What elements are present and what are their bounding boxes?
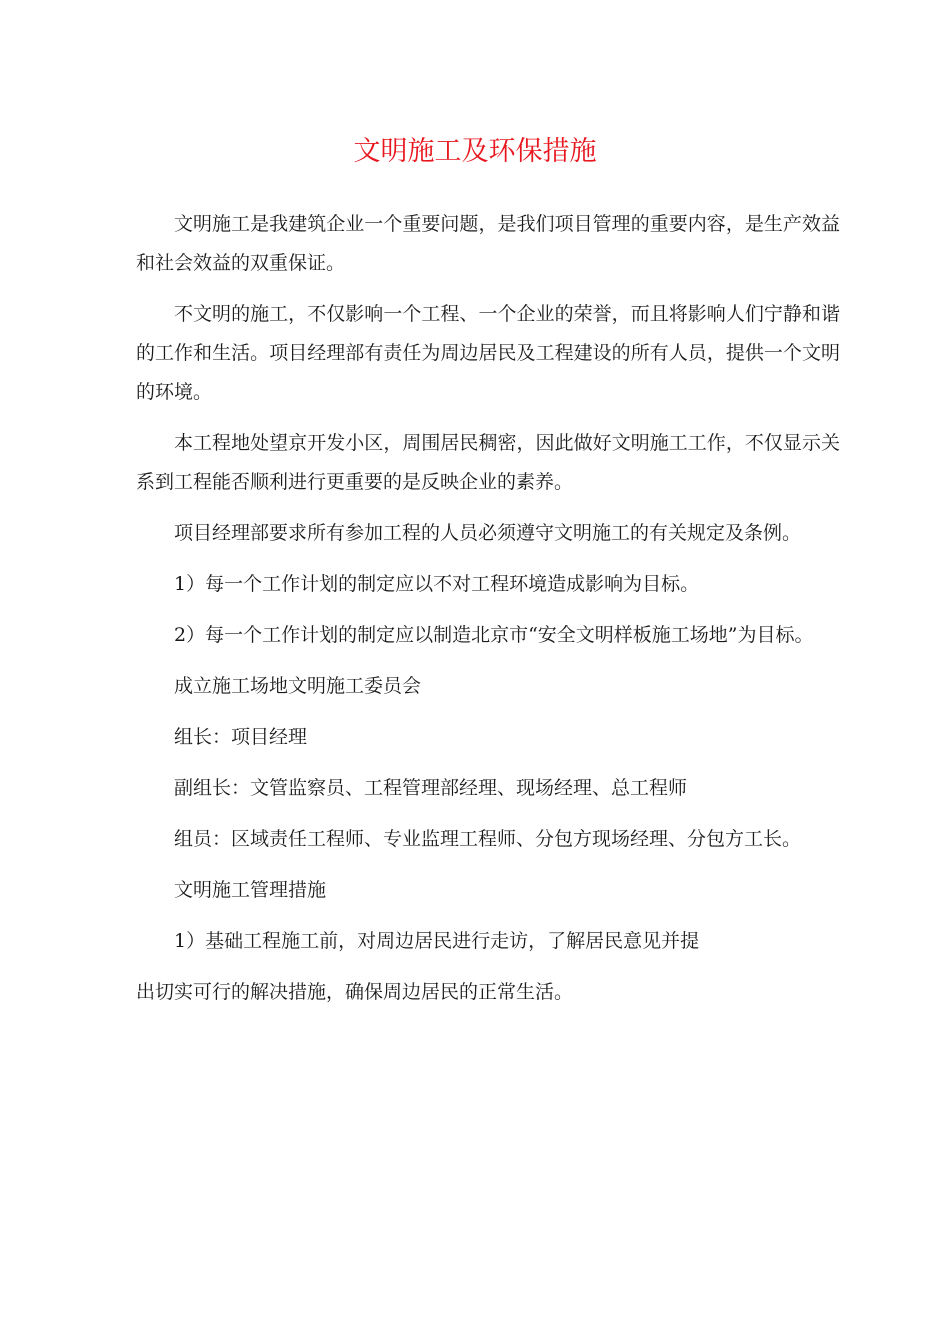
- document-title: 文明施工及环保措施: [353, 136, 597, 167]
- committee-leader: 组长：项目经理: [174, 726, 308, 748]
- paragraph-project-location: 本工程地处望京开发小区，周围居民稠密，因此做好文明施工工作，不仅显示关系到工程能否顺利进行更重要的是反映企业的素养。: [136, 432, 840, 493]
- committee-deputy-leaders: 副组长：文管监察员、工程管理部经理、现场经理、总工程师: [174, 777, 688, 799]
- section-heading-committee: 成立施工场地文明施工委员会: [174, 675, 422, 697]
- committee-members: 组员：区域责任工程师、专业监理工程师、分包方现场经理、分包方工长。: [174, 828, 802, 850]
- list-item-goal-1: 1）每一个工作计划的制定应以不对工程环境造成影响为目标。: [174, 573, 700, 595]
- list-item-goal-2: 2）每一个工作计划的制定应以制造北京市“安全文明样板施工场地”为目标。: [174, 624, 814, 646]
- section-heading-management-measures: 文明施工管理措施: [174, 879, 327, 901]
- paragraph-uncivilized-construction: 不文明的施工，不仅影响一个工程、一个企业的荣誉，而且将影响人们宁静和谐的工作和生活。项目经理部有责任为周边居民及工程建设的所有人员，提供一个文明的环境。: [136, 303, 840, 403]
- paragraph-intro: 文明施工是我建筑企业一个重要问题，是我们项目管理的重要内容，是生产效益和社会效益的双重保证。: [136, 213, 840, 274]
- measure-item-1-continued: 出切实可行的解决措施，确保周边居民的正常生活。: [136, 981, 574, 1003]
- measure-item-1: 1）基础工程施工前，对周边居民进行走访，了解居民意见并提: [174, 930, 700, 952]
- paragraph-regulations: 项目经理部要求所有参加工程的人员必须遵守文明施工的有关规定及条例。: [174, 522, 802, 544]
- document-body: [136, 205, 840, 1024]
